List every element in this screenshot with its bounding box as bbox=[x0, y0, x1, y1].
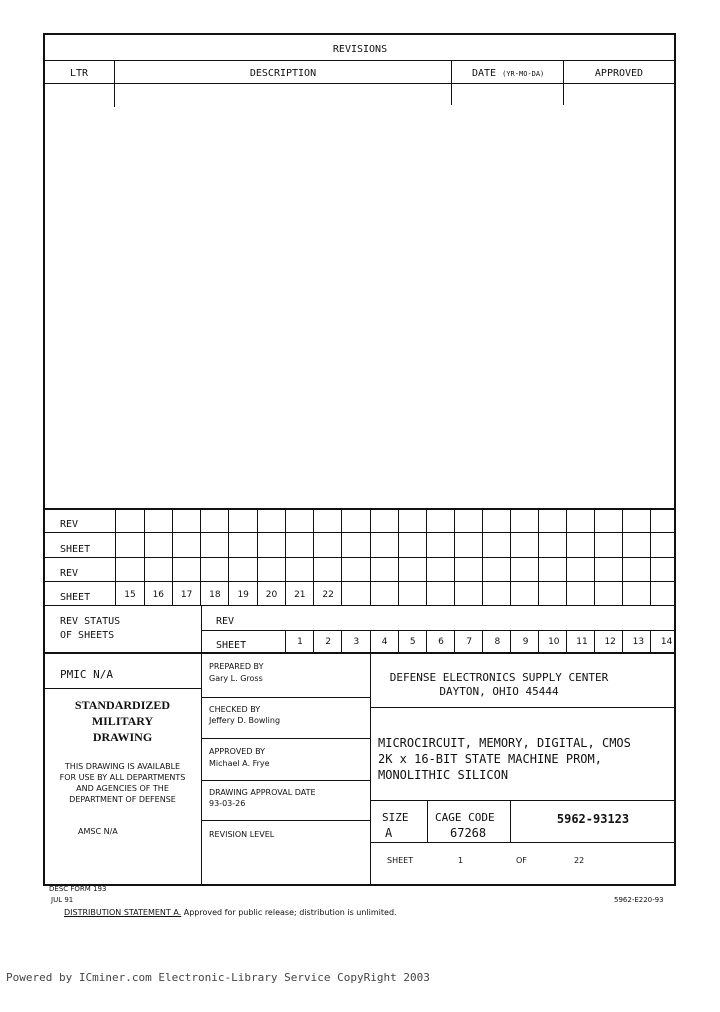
checked-by-label: CHECKED BY bbox=[209, 705, 261, 714]
date-label: DATE bbox=[472, 68, 497, 79]
availability-line-2: FOR USE BY ALL DEPARTMENTS bbox=[59, 773, 186, 782]
rev-label-2: REV bbox=[60, 568, 79, 579]
lower-sheet-number: 2 bbox=[325, 637, 332, 647]
lower-sheet-number: 7 bbox=[466, 637, 473, 647]
sheet-label-3: SHEET bbox=[216, 640, 247, 651]
form-number: DESC FORM 193 bbox=[49, 885, 107, 893]
upper-sheet-number: 17 bbox=[180, 590, 193, 600]
rev-status-label-2: OF SHEETS bbox=[60, 630, 115, 641]
lower-sheet-number: 4 bbox=[381, 637, 388, 647]
grid-line-upper-empty bbox=[566, 509, 567, 605]
revisions-title: REVISIONS bbox=[332, 44, 388, 55]
revision-level-label: REVISION LEVEL bbox=[209, 830, 275, 839]
smd-title-line-2: MILITARY bbox=[91, 714, 154, 728]
pmic: PMIC N/A bbox=[60, 668, 113, 681]
upper-sheet-number: 22 bbox=[322, 590, 334, 600]
supply-center-line-2: DAYTON, OHIO 45444 bbox=[439, 685, 559, 698]
lower-sheet-number: 8 bbox=[494, 637, 501, 647]
grid-line-upper-empty bbox=[454, 509, 455, 605]
form-date: JUL 91 bbox=[51, 896, 74, 904]
sheet-label-2: SHEET bbox=[60, 592, 91, 603]
rev-label-3: REV bbox=[216, 616, 235, 627]
drawing-title-line-3: MONOLITHIC SILICON bbox=[378, 768, 509, 782]
smd-title-line-3: DRAWING bbox=[92, 730, 153, 744]
upper-sheet-number: 16 bbox=[152, 590, 165, 600]
upper-sheet-number: 18 bbox=[209, 590, 221, 600]
grid-line-upper-empty bbox=[370, 509, 371, 605]
upper-sheet-number: 20 bbox=[265, 590, 278, 600]
grid-line-upper-empty bbox=[622, 509, 623, 605]
grid-line-upper-empty bbox=[650, 509, 651, 605]
cage-code-label: CAGE CODE bbox=[435, 811, 495, 824]
lower-sheet-number: 5 bbox=[409, 637, 416, 647]
revisions-block bbox=[43, 33, 676, 510]
prepared-by-label: PREPARED BY bbox=[209, 662, 264, 671]
lower-sheet-number: 6 bbox=[438, 637, 444, 647]
grid-line-upper-empty bbox=[482, 509, 483, 605]
of-label: OF bbox=[516, 856, 527, 865]
size-label: SIZE bbox=[382, 811, 409, 824]
document-form-id: 5962-E220-93 bbox=[614, 896, 664, 904]
drawing-title-line-1: MICROCIRCUIT, MEMORY, DIGITAL, CMOS bbox=[378, 736, 631, 750]
approved-by-label: APPROVED BY bbox=[209, 747, 266, 756]
distribution-statement bbox=[64, 909, 397, 917]
sheet-label-1: SHEET bbox=[60, 544, 91, 555]
prepared-by-name: Gary L. Gross bbox=[209, 674, 263, 683]
distribution-text: Approved for public release; distribution is unlimited. bbox=[181, 908, 397, 917]
approval-date-label: DRAWING APPROVAL DATE bbox=[209, 788, 316, 797]
ltr-column-header: LTR bbox=[69, 68, 89, 79]
lower-sheet-number: 14 bbox=[660, 637, 673, 647]
availability-line-1: THIS DRAWING IS AVAILABLE bbox=[64, 762, 181, 771]
cage-code-value: 67268 bbox=[450, 826, 487, 840]
rev-status-label-1: REV STATUS bbox=[60, 616, 121, 627]
smd-title-line-1: STANDARDIZED bbox=[74, 698, 171, 712]
availability-line-4: DEPARTMENT OF DEFENSE bbox=[69, 795, 176, 804]
availability-line-3: AND AGENCIES OF THE bbox=[76, 784, 169, 793]
approved-by-name: Michael A. Frye bbox=[209, 759, 270, 768]
grid-line-upper-empty bbox=[398, 509, 399, 605]
total-sheets: 22 bbox=[574, 856, 585, 865]
grid-line-upper-empty bbox=[426, 509, 427, 605]
lower-sheet-number: 9 bbox=[522, 637, 529, 647]
date-format: (YR-MO-DA) bbox=[502, 70, 545, 78]
sheet-label: SHEET bbox=[387, 856, 414, 865]
drawing-title-line-2: 2K x 16-BIT STATE MACHINE PROM, bbox=[378, 752, 602, 766]
grid-line-upper-empty bbox=[538, 509, 539, 605]
approved-column-header: APPROVED bbox=[594, 68, 644, 79]
drawing-number: 5962-93123 bbox=[556, 812, 630, 826]
upper-sheet-number: 21 bbox=[294, 590, 306, 600]
supply-center-line-1: DEFENSE ELECTRONICS SUPPLY CENTER bbox=[389, 671, 609, 684]
lower-sheet-number: 1 bbox=[297, 637, 303, 647]
distribution-label: DISTRIBUTION STATEMENT A. bbox=[64, 908, 182, 917]
upper-sheet-number: 15 bbox=[124, 590, 136, 600]
lower-sheet-number: 10 bbox=[548, 637, 560, 647]
checked-by-name: Jeffery D. Bowling bbox=[209, 716, 281, 725]
grid-line-upper-empty bbox=[510, 509, 511, 605]
date-column-header bbox=[472, 69, 544, 79]
lower-sheet-number: 3 bbox=[353, 637, 360, 647]
sheet-value: 1 bbox=[458, 856, 464, 865]
upper-sheet-number: 19 bbox=[237, 590, 249, 600]
lower-sheet-number: 13 bbox=[632, 637, 645, 647]
lower-sheet-number: 11 bbox=[576, 637, 588, 647]
size-value: A bbox=[385, 826, 393, 840]
approval-date: 93-03-26 bbox=[209, 799, 246, 808]
lower-sheet-number: 12 bbox=[604, 637, 616, 647]
amsc: AMSC N/A bbox=[78, 827, 118, 836]
grid-line-upper-empty bbox=[594, 509, 595, 605]
credit-line: Powered by ICminer.com Electronic-Library Service CopyRight 2003 bbox=[6, 971, 430, 984]
description-column-header: DESCRIPTION bbox=[249, 68, 317, 79]
rev-label-1: REV bbox=[60, 519, 79, 530]
